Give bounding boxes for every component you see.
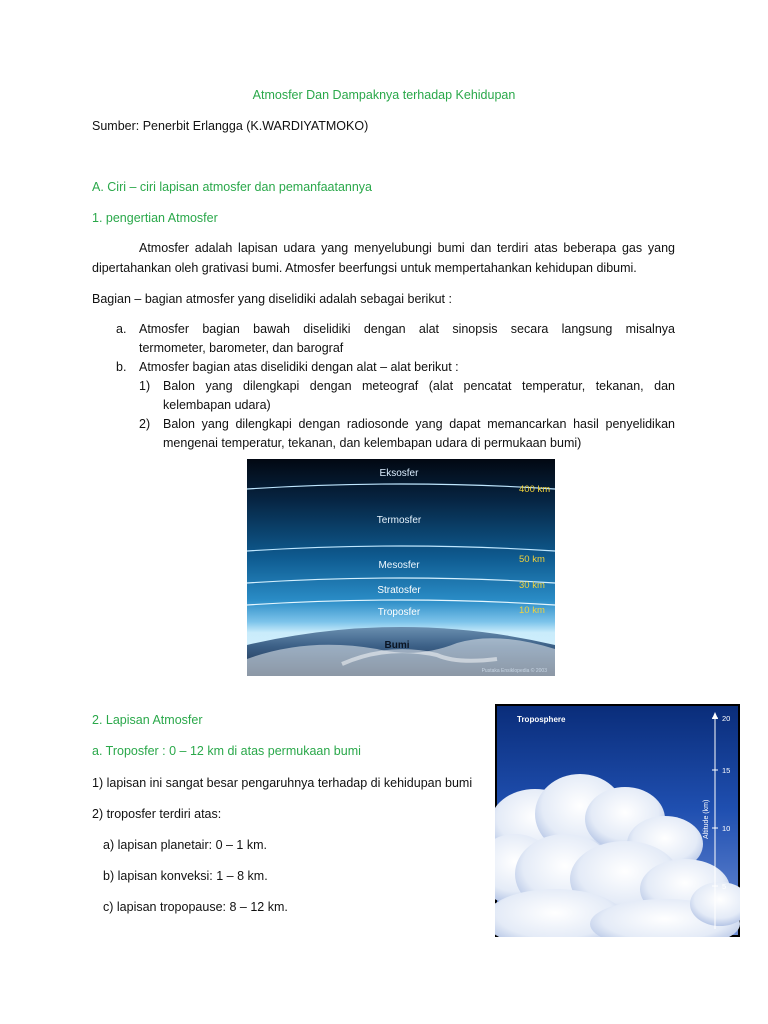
earth-label: Bumi xyxy=(384,640,410,651)
troposfer-point-2c: c) lapisan tropopause: 8 – 12 km. xyxy=(103,900,288,914)
altitude-label-400: 400 km xyxy=(519,484,551,495)
paragraph-1-line-1: Atmosfer adalah lapisan udara yang menyelubungi bumi dan terdiri atas beberapa gas yang xyxy=(139,241,675,255)
list-item-b1-line-1: Balon yang dilengkapi dengan meteograf (alat pencatat temperatur, tekanan, dan xyxy=(163,379,675,393)
list-item-b2-line-1: Balon yang dilengkapi dengan radiosonde yang dapat memancarkan hasil penyelidikan xyxy=(163,417,675,431)
paragraph-2: Bagian – bagian atmosfer yang diselidiki adalah sebagai berikut : xyxy=(92,292,452,306)
document-title: Atmosfer Dan Dampaknya terhadap Kehidupan xyxy=(252,88,516,102)
troposphere-figure xyxy=(495,704,740,937)
list-item-a-line-2: termometer, barometer, dan barograf xyxy=(139,341,344,355)
paragraph-1-line-2: dipertahankan oleh grativasi bumi. Atmosfer beerfungsi untuk mempertahankan kehidupan dibumi. xyxy=(92,261,637,275)
list-marker-b2: 2) xyxy=(139,417,151,431)
troposphere-label: Troposphere xyxy=(517,715,566,724)
atmosphere-layers-figure xyxy=(247,459,555,676)
troposfer-point-2a: a) lapisan planetair: 0 – 1 km. xyxy=(103,838,267,852)
list-item-b1-line-2: kelembapan udara) xyxy=(163,398,271,412)
troposfer-point-2: 2) troposfer terdiri atas: xyxy=(92,807,222,821)
list-item-b-line-1: Atmosfer bagian atas diselidiki dengan alat – alat berikut : xyxy=(139,360,459,374)
subheading-troposfer: a. Troposfer : 0 – 12 km di atas permukaan bumi xyxy=(92,744,361,758)
altitude-label-10: 10 km xyxy=(519,605,545,616)
subheading-lapisan: 2. Lapisan Atmosfer xyxy=(92,713,203,727)
axis-tick-15: 15 xyxy=(722,766,731,775)
axis-tick-5: 5 xyxy=(722,882,727,891)
layer-label-mesosfer: Mesosfer xyxy=(378,560,420,571)
layer-label-stratosfer: Stratosfer xyxy=(377,585,421,596)
troposfer-point-1: 1) lapisan ini sangat besar pengaruhnya terhadap di kehidupan bumi xyxy=(92,776,473,790)
source-line: Sumber: Penerbit Erlangga (K.WARDIYATMOKO) xyxy=(92,119,369,133)
axis-tick-10: 10 xyxy=(722,824,731,833)
layer-label-troposfer: Troposfer xyxy=(377,607,421,618)
subheading-pengertian: 1. pengertian Atmosfer xyxy=(92,211,218,225)
layer-label-eksosfer: Eksosfer xyxy=(379,468,419,479)
altitude-label-50: 50 km xyxy=(519,554,545,565)
list-item-b2-line-2: mengenai temperatur, tekanan, dan kelembapan udara di permukaan bumi) xyxy=(163,436,582,450)
list-marker-a: a. xyxy=(116,322,127,336)
list-marker-b: b. xyxy=(116,360,127,374)
section-a-heading: A. Ciri – ciri lapisan atmosfer dan pemanfaatannya xyxy=(92,180,373,194)
axis-tick-20: 20 xyxy=(722,714,731,723)
list-marker-b1: 1) xyxy=(139,379,151,393)
layer-label-termosfer: Termosfer xyxy=(376,515,422,526)
altitude-label-30: 30 km xyxy=(519,580,545,591)
figure-credit: Pustaka Ensiklopedia © 2003 xyxy=(481,668,547,674)
troposfer-point-2b: b) lapisan konveksi: 1 – 8 km. xyxy=(103,869,268,883)
list-item-a-line-1: Atmosfer bagian bawah diselidiki dengan alat sinopsis secara langsung misalnya xyxy=(139,322,675,336)
axis-label-altitude: Altitude (km) xyxy=(703,799,710,839)
